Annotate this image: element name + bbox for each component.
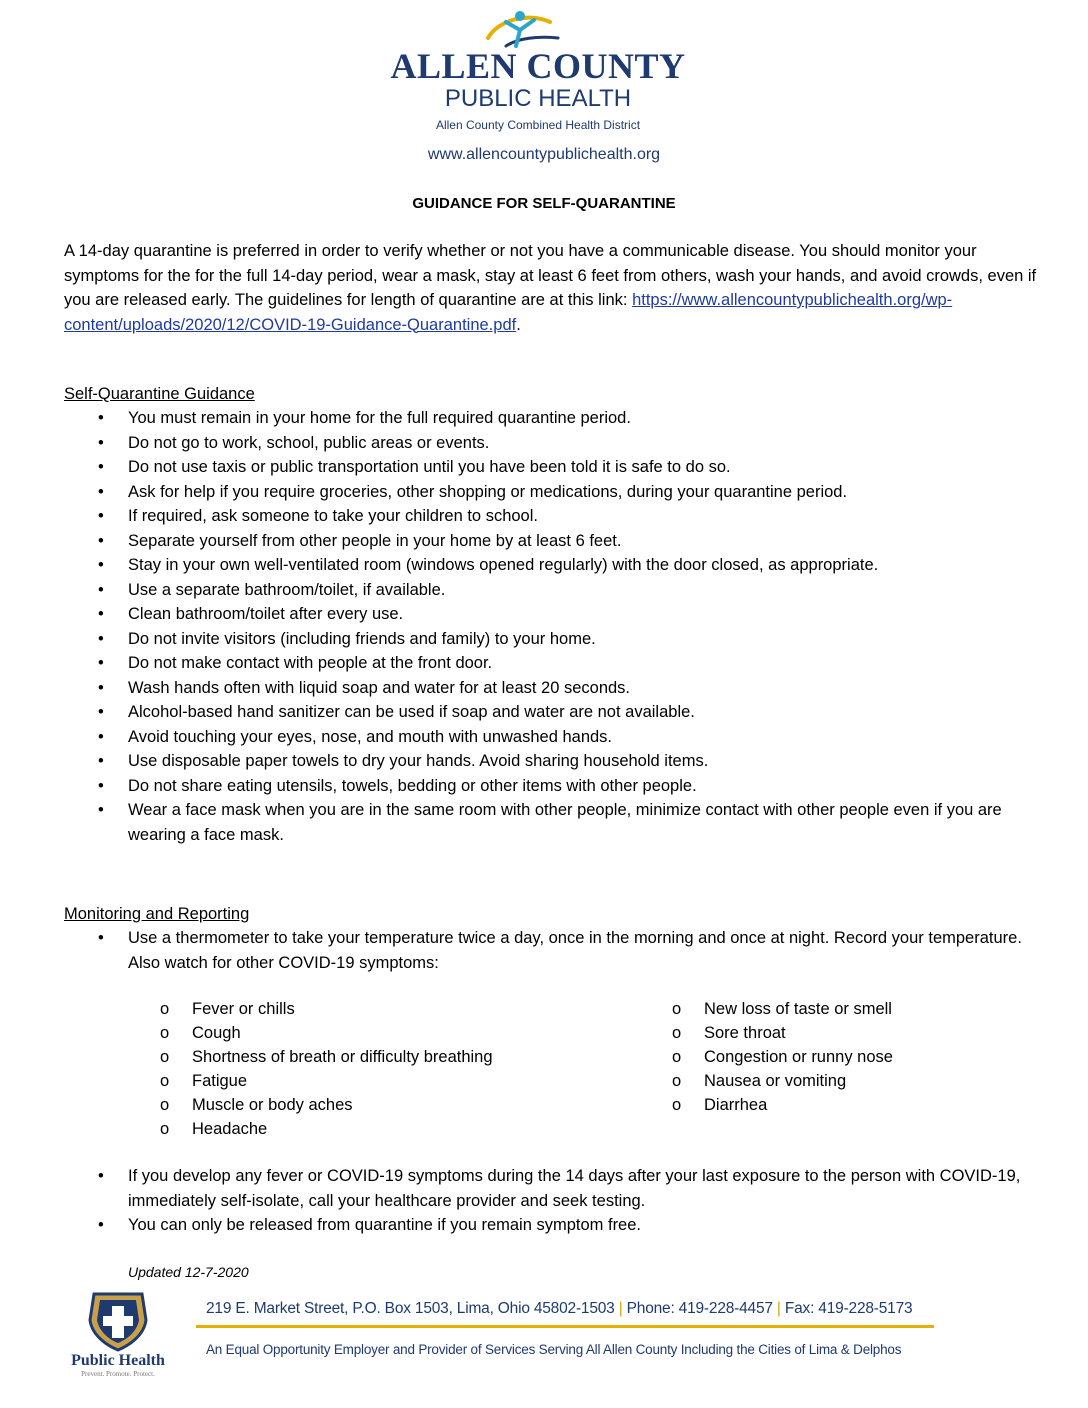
intro-period: . [516,315,521,334]
monitoring-list-continued [64,1164,1044,1238]
header-logo [388,8,688,136]
footer-phone: Phone: 419-228-4457 [626,1300,773,1317]
list-item: • If required, ask someone to take your children to school. [64,504,1044,529]
list-item: • Wear a face mask when you are in the same room with other people, minimize contact with other people even if you are wearing a face mask. [64,798,1044,847]
monitoring-list [64,926,1044,975]
public-health-label: Public Health [71,1352,165,1369]
symptom-item: o Nausea or vomiting [672,1069,1052,1093]
list-item: • Stay in your own well-ventilated room (windows opened regularly) with the door closed, as appropriate. [64,553,1044,578]
self-quarantine-list [64,406,1044,847]
monitoring-heading: Monitoring and Reporting [64,905,250,923]
intro-text: A 14-day quarantine is preferred in order to verify whether or not you have a communicable disease. You should monitor your symptoms for the for the full 14-day period, wear a mask, stay at least 6 feet from others, wash your hands, and avoid crowds, even if you are released early. The guidelines for length of quarantine are at this link: [64,242,1037,309]
list-item: • You can only be released from quarantine if you remain symptom free. [64,1213,1044,1238]
separator: | [772,1300,785,1317]
list-item: • Alcohol-based hand sanitizer can be used if soap and water are not available. [64,700,1044,725]
public-health-tagline: Prevent. Promote. Protect. [81,1370,155,1378]
footer-contact [206,1298,912,1320]
district-name: Allen County Combined Health District [435,118,641,132]
footer-address: 219 E. Market Street, P.O. Box 1503, Lima, Ohio 45802-1503 [206,1300,615,1317]
shield-cross-icon [62,1290,174,1352]
list-item: • Use a separate bathroom/toilet, if available. [64,578,1044,603]
symptom-item: o Shortness of breath or difficulty breathing [160,1045,580,1069]
list-item: • You must remain in your home for the full required quarantine period. [64,406,1044,431]
list-item: • Use disposable paper towels to dry your hands. Avoid sharing household items. [64,749,1044,774]
symptom-item: o Fatigue [160,1069,580,1093]
footer-eoe-statement: An Equal Opportunity Employer and Provider of Services Serving All Allen County Including the Cities of Lima & Delphos [206,1342,902,1357]
list-item: • Avoid touching your eyes, nose, and mouth with unwashed hands. [64,725,1044,750]
updated-date: Updated 12-7-2020 [128,1264,249,1280]
list-item: • Use a thermometer to take your temperature twice a day, once in the morning and once at night. Record your temperature. Also watch for other COVID-19 symptoms: [64,926,1044,975]
symptom-list-right [672,997,1052,1117]
symptom-item: o Cough [160,1021,580,1045]
symptom-item: o Muscle or body aches [160,1093,580,1117]
list-item: • Do not go to work, school, public areas or events. [64,431,1044,456]
footer-divider [196,1325,934,1328]
list-item: • Ask for help if you require groceries, other shopping or medications, during your quarantine period. [64,480,1044,505]
list-item: • Do not invite visitors (including friends and family) to your home. [64,627,1044,652]
symptom-item: o Diarrhea [672,1093,1052,1117]
list-item: • Wash hands often with liquid soap and water for at least 20 seconds. [64,676,1044,701]
separator: | [614,1300,627,1317]
public-health-logo [62,1290,174,1390]
symptom-list-left [160,997,580,1141]
org-subtitle: PUBLIC HEALTH [444,85,632,112]
list-item: • Do not share eating utensils, towels, bedding or other items with other people. [64,774,1044,799]
symptom-item: o Fever or chills [160,997,580,1021]
symptom-item: o Congestion or runny nose [672,1045,1052,1069]
symptom-item: o Headache [160,1117,580,1141]
self-quarantine-heading: Self-Quarantine Guidance [64,385,255,403]
footer-fax: Fax: 419-228-5173 [784,1300,913,1317]
list-item: • Do not use taxis or public transportation until you have been told it is safe to do so. [64,455,1044,480]
symptom-item: o Sore throat [672,1021,1052,1045]
intro-paragraph [64,239,1044,337]
list-item: • Do not make contact with people at the front door. [64,651,1044,676]
org-name: ALLEN COUNTY [390,46,686,86]
document-title: GUIDANCE FOR SELF-QUARANTINE [412,195,676,212]
guidance-pdf-link[interactable]: https://www.allencountypublichealth.org/wp-content/uploads/2020/12/COVID-19-Guidance-Quarantine.pdf [64,291,953,334]
website-link[interactable]: www.allencountypublichealth.org [427,146,661,163]
list-item: • If you develop any fever or COVID-19 symptoms during the 14 days after your last exposure to the person with COVID-19, immediately self-isolate, call your healthcare provider and seek testing. [64,1164,1044,1213]
list-item: • Separate yourself from other people in your home by at least 6 feet. [64,529,1044,554]
symptom-item: o New loss of taste or smell [672,997,1052,1021]
list-item: • Clean bathroom/toilet after every use. [64,602,1044,627]
